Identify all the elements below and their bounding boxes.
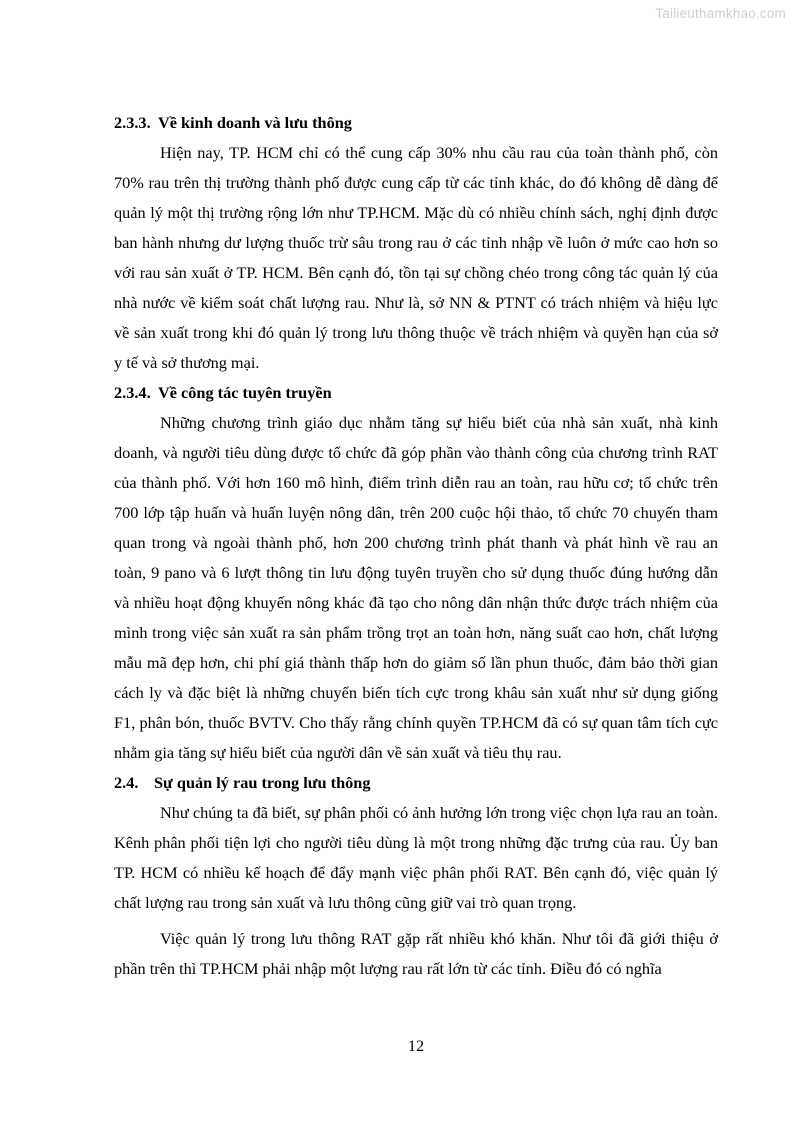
section-heading-2-3-3 [114,108,718,138]
document-body [114,108,718,984]
section-number: 2.4. [114,773,139,792]
section-number: 2.3.3. [114,113,151,132]
paragraph: Việc quản lý trong lưu thông RAT gặp rất nhiều khó khăn. Như tôi đã giới thiệu ở phần trên thì TP.HCM phải nhập một lượng rau rất lớn từ các tỉnh. Điều đó có nghĩa [114,929,718,978]
section-heading-2-3-4 [114,378,718,408]
paragraph: Như chúng ta đã biết, sự phân phối có ảnh hưởng lớn trong việc chọn lựa rau an toàn. Kênh phân phối tiện lợi cho người tiêu dùng là một trong những đặc trưng của rau. Ủy ban TP. HCM có nhiều kế hoạch để đẩy mạnh việc phân phối RAT. Bên cạnh đó, việc quản lý chất lượng rau trong sản xuất và lưu thông cũng giữ vai trò quan trọng. [114,803,718,912]
section-title: Về công tác tuyên truyền [158,383,332,402]
section-heading-2-4 [114,768,718,798]
section-number: 2.3.4. [114,383,151,402]
paragraph: Những chương trình giáo dục nhằm tăng sự hiểu biết của nhà sản xuất, nhà kinh doanh, và người tiêu dùng được tổ chức đã góp phần vào thành công của chương trình RAT của thành phố. Với hơn 160 mô hình, điểm trình diễn rau an toàn, rau hữu cơ; tổ chức trên 700 lớp tập huấn và huấn luyện nông dân, trên 200 cuộc hội thảo, tổ chức 70 chuyến tham quan trong và ngoài thành phố, hơn 200 chương trình phát thanh và phát hình về rau an toàn, 9 pano và 6 lượt thông tin lưu động tuyên truyền cho sử dụng thuốc đúng hướng dẫn và nhiều hoạt động khuyến nông khác đã tạo cho nông dân nhận thức được trách nhiệm của mình trong việc sản xuất ra sản phẩm trồng trọt an toàn hơn, năng suất cao hơn, chất lượng mẫu mã đẹp hơn, chi phí giá thành thấp hơn do giảm số lần phun thuốc, đảm bảo thời gian cách ly và đặc biệt là những chuyển biến tích cực trong khâu sản xuất như sử dụng giống F1, phân bón, thuốc BVTV. Cho thấy rằng chính quyền TP.HCM đã có sự quan tâm tích cực nhằm gia tăng sự hiểu biết của người dân về sản xuất và tiêu thụ rau. [114,413,718,762]
paragraph: Hiện nay, TP. HCM chỉ có thể cung cấp 30% nhu cầu rau của toàn thành phố, còn 70% rau trên thị trường thành phố được cung cấp từ các tỉnh khác, do đó không dễ dàng để quản lý một thị trường rộng lớn như TP.HCM. Mặc dù có nhiều chính sách, nghị định được ban hành nhưng dư lượng thuốc trừ sâu trong rau ở các tỉnh nhập về luôn ở mức cao hơn so với rau sản xuất ở TP. HCM. Bên cạnh đó, tồn tại sự chồng chéo trong công tác quản lý của nhà nước về kiểm soát chất lượng rau. Như là, sở NN & PTNT có trách nhiệm và hiệu lực về sản xuất trong khi đó quản lý trong lưu thông thuộc về trách nhiệm và quyền hạn của sở y tế và sở thương mại. [114,143,718,372]
section-title: Về kinh doanh và lưu thông [158,113,352,132]
watermark: Tailieuthamkhao.com [655,6,786,21]
page-number: 12 [407,1036,425,1055]
section-title: Sự quản lý rau trong lưu thông [154,773,371,792]
